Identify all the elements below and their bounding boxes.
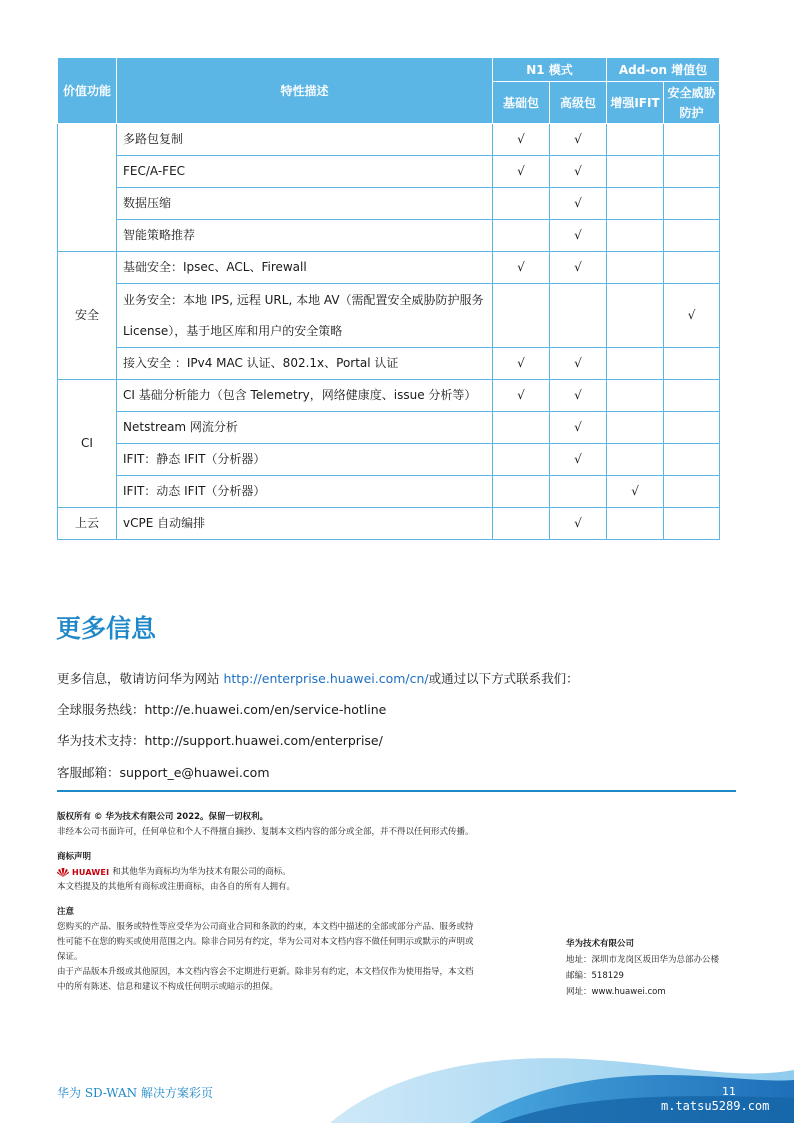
advanced-check: √ [550, 156, 607, 188]
table-row [58, 284, 720, 348]
threat-check [664, 444, 720, 476]
feature-cell: 接入安全 ：IPv4 MAC 认证、802.1x、Portal 认证 [117, 348, 493, 380]
ifit-check [607, 124, 664, 156]
more-info-title: 更多信息 [56, 614, 157, 643]
threat-check [664, 220, 720, 252]
advanced-check: √ [550, 508, 607, 540]
basic-check [493, 220, 550, 252]
feature-cell: FEC/A-FEC [117, 156, 493, 188]
feature-cell: CI 基础分析能力（包含 Telemetry，网络健康度、issue 分析等） [117, 380, 493, 412]
advanced-check: √ [550, 124, 607, 156]
advanced-check: √ [550, 412, 607, 444]
table-row [58, 156, 720, 188]
basic-check [493, 444, 550, 476]
company-postcode: 邮编：518129 [566, 971, 624, 981]
advanced-check: √ [550, 444, 607, 476]
threat-check [664, 124, 720, 156]
feature-cell: vCPE 自动编排 [117, 508, 493, 540]
ifit-check [607, 252, 664, 284]
header-advanced: 高级包 [550, 82, 607, 124]
trademark-line-2: 本文档提及的其他所有商标或注册商标，由各自的所有人拥有。 [57, 882, 296, 892]
feature-cell: 多路包复制 [117, 124, 493, 156]
company-name: 华为技术有限公司 [566, 939, 635, 949]
header-basic: 基础包 [493, 82, 550, 124]
threat-check [664, 252, 720, 284]
ifit-check [607, 444, 664, 476]
copyright-block [57, 810, 537, 840]
ifit-check [607, 284, 664, 348]
threat-check [664, 380, 720, 412]
copyright-note: 非经本公司书面许可，任何单位和个人不得擅自摘抄、复制本文档内容的部分或全部，并不得以任何形式传播。 [57, 827, 474, 837]
threat-check [664, 412, 720, 444]
advanced-check: √ [550, 188, 607, 220]
ifit-check [607, 380, 664, 412]
trademark-block [57, 850, 537, 895]
notice-block [57, 905, 537, 995]
basic-check [493, 412, 550, 444]
threat-check [664, 508, 720, 540]
company-website: 网址：www.huawei.com [566, 987, 666, 997]
notice-title: 注意 [57, 907, 75, 917]
table-row [58, 444, 720, 476]
feature-cell: 业务安全：本地 IPS, 远程 URL, 本地 AV（需配置安全威胁防护服务License），基于地区库和用户的安全策略 [117, 284, 493, 348]
basic-check: √ [493, 348, 550, 380]
threat-check [664, 348, 720, 380]
feature-cell: 智能策略推荐 [117, 220, 493, 252]
table-row [58, 412, 720, 444]
feature-cell: 基础安全：Ipsec、ACL、Firewall [117, 252, 493, 284]
header-ifit: 增强IFIT [607, 82, 664, 124]
category-cloud: 上云 [58, 508, 117, 540]
copyright-text: 版权所有 © 华为技术有限公司 2022。保留一切权利。 [57, 812, 269, 822]
company-address: 地址：深圳市龙岗区坂田华为总部办公楼 [566, 955, 720, 965]
header-value-area: 价值功能 [58, 58, 117, 124]
notice-line: 性可能不在您的购买或使用范围之内。除非合同另有约定，华为公司对本文档内容不做任何明示或默示的声明或 [57, 937, 474, 947]
table-row [58, 348, 720, 380]
basic-check [493, 188, 550, 220]
notice-line: 您购买的产品、服务或特性等应受华为公司商业合同和条款的约束，本文档中描述的全部或部分产品、服务或特 [57, 922, 474, 932]
ifit-check [607, 220, 664, 252]
company-info [566, 936, 719, 1000]
ifit-check [607, 156, 664, 188]
header-n1-mode: N1 模式 [493, 58, 607, 82]
advanced-check: √ [550, 252, 607, 284]
advanced-check: √ [550, 348, 607, 380]
divider [57, 790, 736, 792]
category-security: 安全 [58, 252, 117, 380]
huawei-logo-icon [57, 868, 69, 877]
category-cell-blank [58, 124, 117, 252]
category-ci: CI [58, 380, 117, 508]
feature-cell: IFIT：动态 IFIT（分析器） [117, 476, 493, 508]
support-line: 华为技术支持：http://support.huawei.com/enterprise/ [57, 733, 383, 748]
footer-title: 华为 SD-WAN 解决方案彩页 [57, 1086, 213, 1100]
advanced-check [550, 284, 607, 348]
page-number: 11 [722, 1085, 736, 1098]
threat-check: √ [664, 284, 720, 348]
trademark-title: 商标声明 [57, 852, 92, 862]
ifit-check [607, 348, 664, 380]
advanced-check: √ [550, 380, 607, 412]
hotline-line: 全球服务热线：http://e.huawei.com/en/service-hotline [57, 702, 387, 717]
basic-check [493, 476, 550, 508]
feature-cell: Netstream 网流分析 [117, 412, 493, 444]
table-row [58, 188, 720, 220]
table-row [58, 508, 720, 540]
notice-line: 由于产品版本升级或其他原因，本文档内容会不定期进行更新。除非另有约定，本文档仅作为使用指导，本文档 [57, 967, 474, 977]
feature-table [57, 57, 720, 540]
ifit-check: √ [607, 476, 664, 508]
basic-check: √ [493, 252, 550, 284]
header-addon: Add-on 增值包 [607, 58, 720, 82]
visit-prefix: 更多信息，敬请访问华为网站 [57, 671, 224, 686]
advanced-check: √ [550, 220, 607, 252]
visit-suffix: 或通过以下方式联系我们： [428, 671, 579, 686]
visit-line [57, 669, 579, 687]
notice-line: 保证。 [57, 952, 83, 962]
feature-cell: IFIT：静态 IFIT（分析器） [117, 444, 493, 476]
threat-check [664, 156, 720, 188]
threat-check [664, 476, 720, 508]
table-row [58, 124, 720, 156]
email-line: 客服邮箱：support_e@huawei.com [57, 765, 270, 780]
notice-line: 中的所有陈述、信息和建议不构成任何明示或暗示的担保。 [57, 982, 279, 992]
enterprise-link[interactable]: http://enterprise.huawei.com/cn/ [223, 671, 429, 686]
basic-check: √ [493, 156, 550, 188]
basic-check [493, 508, 550, 540]
threat-check [664, 188, 720, 220]
header-feature-desc: 特性描述 [117, 58, 493, 124]
basic-check [493, 284, 550, 348]
table-row [58, 252, 720, 284]
table-row [58, 220, 720, 252]
feature-cell: 数据压缩 [117, 188, 493, 220]
watermark: m.tatsu5289.com [661, 1099, 770, 1113]
header-threat: 安全威胁防护 [664, 82, 720, 124]
ifit-check [607, 508, 664, 540]
table-row [58, 476, 720, 508]
basic-check: √ [493, 380, 550, 412]
trademark-line-1: 和其他华为商标均为华为技术有限公司的商标。 [112, 867, 291, 877]
ifit-check [607, 412, 664, 444]
huawei-logo-text: HUAWEI [72, 868, 110, 877]
ifit-check [607, 188, 664, 220]
table-row [58, 380, 720, 412]
advanced-check [550, 476, 607, 508]
basic-check: √ [493, 124, 550, 156]
